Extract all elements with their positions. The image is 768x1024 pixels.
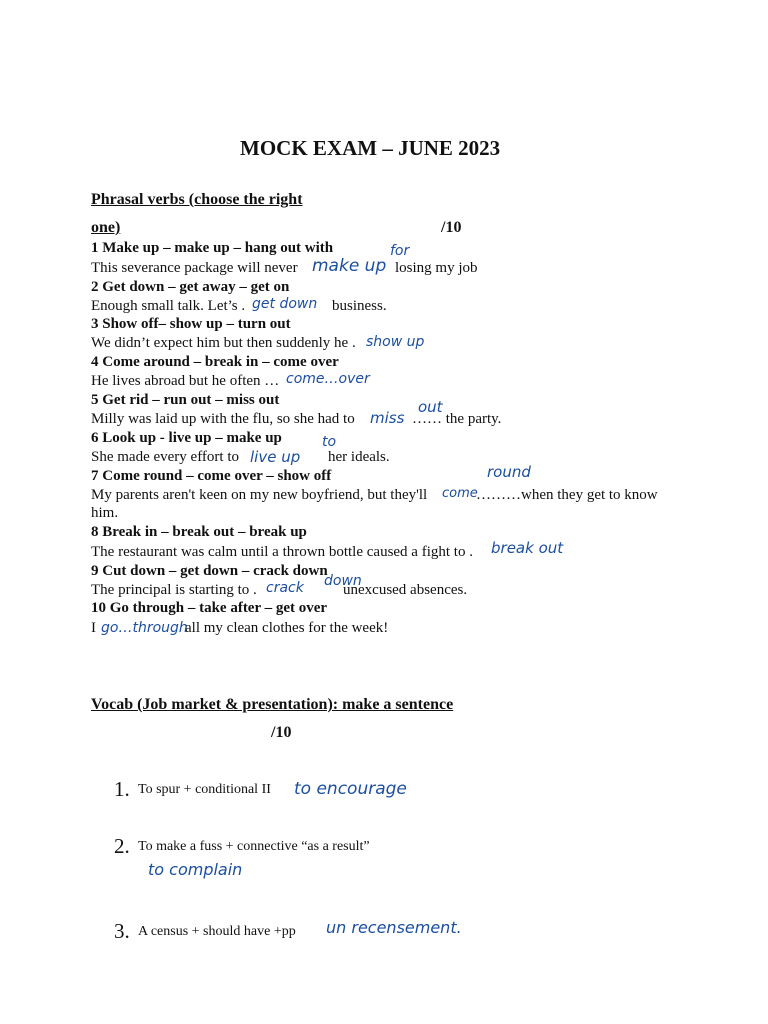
question-sentence-end: her ideals.	[328, 449, 390, 465]
question-sentence: She made every effort to	[91, 449, 240, 465]
vocab-prompt: A census + should have +pp	[138, 924, 296, 939]
vocab-prompt: To spur + conditional II	[138, 782, 271, 797]
question-sentence-end: ………when they get to know	[476, 487, 658, 503]
handwritten-answer: to complain	[148, 860, 243, 879]
item-number: 2.	[114, 834, 130, 858]
question-sentence: I	[91, 620, 96, 636]
section-heading-vocab: Vocab (Job market & presentation): make a sentence	[91, 696, 454, 713]
question-sentence-end: business.	[332, 298, 387, 314]
vocab-prompt: To make a fuss + connective “as a result”	[138, 839, 370, 854]
handwritten-answer: show up	[366, 334, 425, 350]
section-score: /10	[271, 724, 292, 741]
question-options: 9 Cut down – get down – crack down	[91, 563, 328, 579]
question-options: 4 Come around – break in – come over	[91, 354, 339, 370]
handwritten-answer: crack	[266, 580, 304, 596]
question-sentence: He lives abroad but he often …	[91, 373, 280, 389]
handwritten-answer: un recensement.	[326, 918, 462, 937]
question-options: 6 Look up - live up – make up	[91, 430, 282, 446]
question-sentence: My parents aren't keen on my new boyfriend, but they'll	[91, 487, 428, 503]
handwritten-answer: round	[487, 463, 531, 481]
question-sentence: This severance package will never	[91, 260, 298, 276]
handwritten-answer: to	[322, 434, 337, 450]
handwritten-answer: come…over	[286, 371, 370, 387]
question-options: 1 Make up – make up – hang out with	[91, 240, 334, 256]
page-title: MOCK EXAM – JUNE 2023	[240, 136, 501, 160]
question-sentence-end: losing my job	[395, 260, 478, 276]
handwritten-answer: for	[390, 243, 410, 259]
question-options: 7 Come round – come over – show off	[91, 468, 332, 484]
question-sentence: Enough small talk. Let’s .	[91, 298, 246, 314]
question-sentence: The restaurant was calm until a thrown bottle caused a fight to .	[91, 544, 473, 560]
question-sentence-end: …… the party.	[412, 411, 502, 427]
question-options: 5 Get rid – run out – miss out	[91, 392, 280, 408]
handwritten-answer: down	[324, 573, 362, 589]
question-options: 10 Go through – take after – get over	[91, 600, 328, 616]
handwritten-answer: out	[418, 398, 443, 416]
question-sentence: Milly was laid up with the flu, so she had to	[91, 411, 355, 427]
handwritten-answer: come	[442, 486, 478, 501]
handwritten-answer: get down	[252, 296, 318, 312]
handwritten-answer: miss	[370, 409, 405, 427]
question-sentence-end: all my clean clothes for the week!	[185, 620, 389, 636]
question-options: 8 Break in – break out – break up	[91, 524, 307, 540]
handwritten-answer: live up	[250, 448, 301, 466]
question-options: 2 Get down – get away – get on	[91, 279, 290, 295]
section-score: /10	[441, 219, 462, 236]
question-sentence-end: unexcused absences.	[343, 582, 468, 598]
handwritten-answer: make up	[312, 256, 387, 276]
section-heading-phrasal-verbs-cont: one)	[91, 219, 121, 236]
item-number: 1.	[114, 777, 130, 801]
handwritten-answer: go…through	[101, 620, 188, 636]
question-options: 3 Show off– show up – turn out	[91, 316, 291, 332]
handwritten-answer: break out	[491, 539, 564, 557]
item-number: 3.	[114, 919, 130, 943]
question-sentence: The principal is starting to .	[91, 582, 257, 598]
question-sentence-cont: him.	[91, 505, 119, 521]
question-sentence: We didn’t expect him but then suddenly he .	[91, 335, 356, 351]
handwritten-answer: to encourage	[294, 779, 407, 799]
section-heading-phrasal-verbs: Phrasal verbs (choose the right	[91, 191, 303, 208]
